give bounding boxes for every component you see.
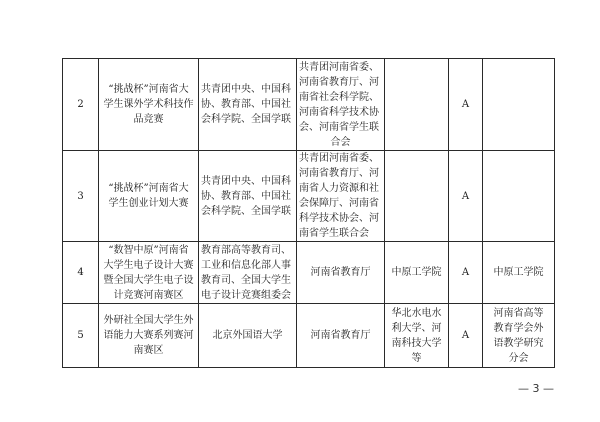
host: 河南省教育厅	[297, 242, 385, 304]
undertaker: 华北水电水 利大学、河 南科技大学 等	[385, 304, 449, 368]
level: A	[449, 242, 483, 304]
competition-table	[62, 58, 555, 368]
host: 共青团河南省委、 河南省教育厅、河 南省社会科学院、 河南省科学技术协 会、河南省学生联 合会	[297, 59, 385, 151]
competition-name: 外研社全国大学生外 语能力大赛系列赛河 南赛区	[99, 304, 199, 368]
row-number: 4	[63, 242, 99, 304]
level: A	[449, 59, 483, 151]
responsible-unit: 中原工学院	[483, 242, 555, 304]
undertaker: 中原工学院	[385, 242, 449, 304]
competition-name: “挑战杯”河南省大 学生课外学术科技作 品竞赛	[99, 59, 199, 151]
organizer: 共青团中央、中国科 协、教育部、中国社 会科学院、全国学联	[199, 59, 297, 151]
page-number: — 3 —	[518, 382, 554, 395]
responsible-unit: 河南省高等 教育学会外 语教学研究 分会	[483, 304, 555, 368]
table-row	[63, 59, 555, 151]
organizer: 教育部高等教育司、 工业和信息化部人事 教育司、全国大学生 电子设计竞赛组委会	[199, 242, 297, 304]
organizer: 共青团中央、中国科 协、教育部、中国社 会科学院、全国学联	[199, 151, 297, 242]
undertaker	[385, 151, 449, 242]
competition-name: “挑战杯”河南省大 学生创业计划大赛	[99, 151, 199, 242]
table-row	[63, 304, 555, 368]
responsible-unit	[483, 59, 555, 151]
level: A	[449, 151, 483, 242]
competition-name: “数智中原”河南省 大学生电子设计大赛 暨全国大学生电子设 计竞赛河南赛区	[99, 242, 199, 304]
table-row	[63, 151, 555, 242]
undertaker	[385, 59, 449, 151]
level: A	[449, 304, 483, 368]
organizer: 北京外国语大学	[199, 304, 297, 368]
row-number: 2	[63, 59, 99, 151]
row-number: 5	[63, 304, 99, 368]
host: 共青团河南省委、 河南省教育厅、河 南省人力资源和社 会保障厅、河南省 科学技术协会、河 南省学生联合会	[297, 151, 385, 242]
host: 河南省教育厅	[297, 304, 385, 368]
row-number: 3	[63, 151, 99, 242]
table-row	[63, 242, 555, 304]
responsible-unit	[483, 151, 555, 242]
